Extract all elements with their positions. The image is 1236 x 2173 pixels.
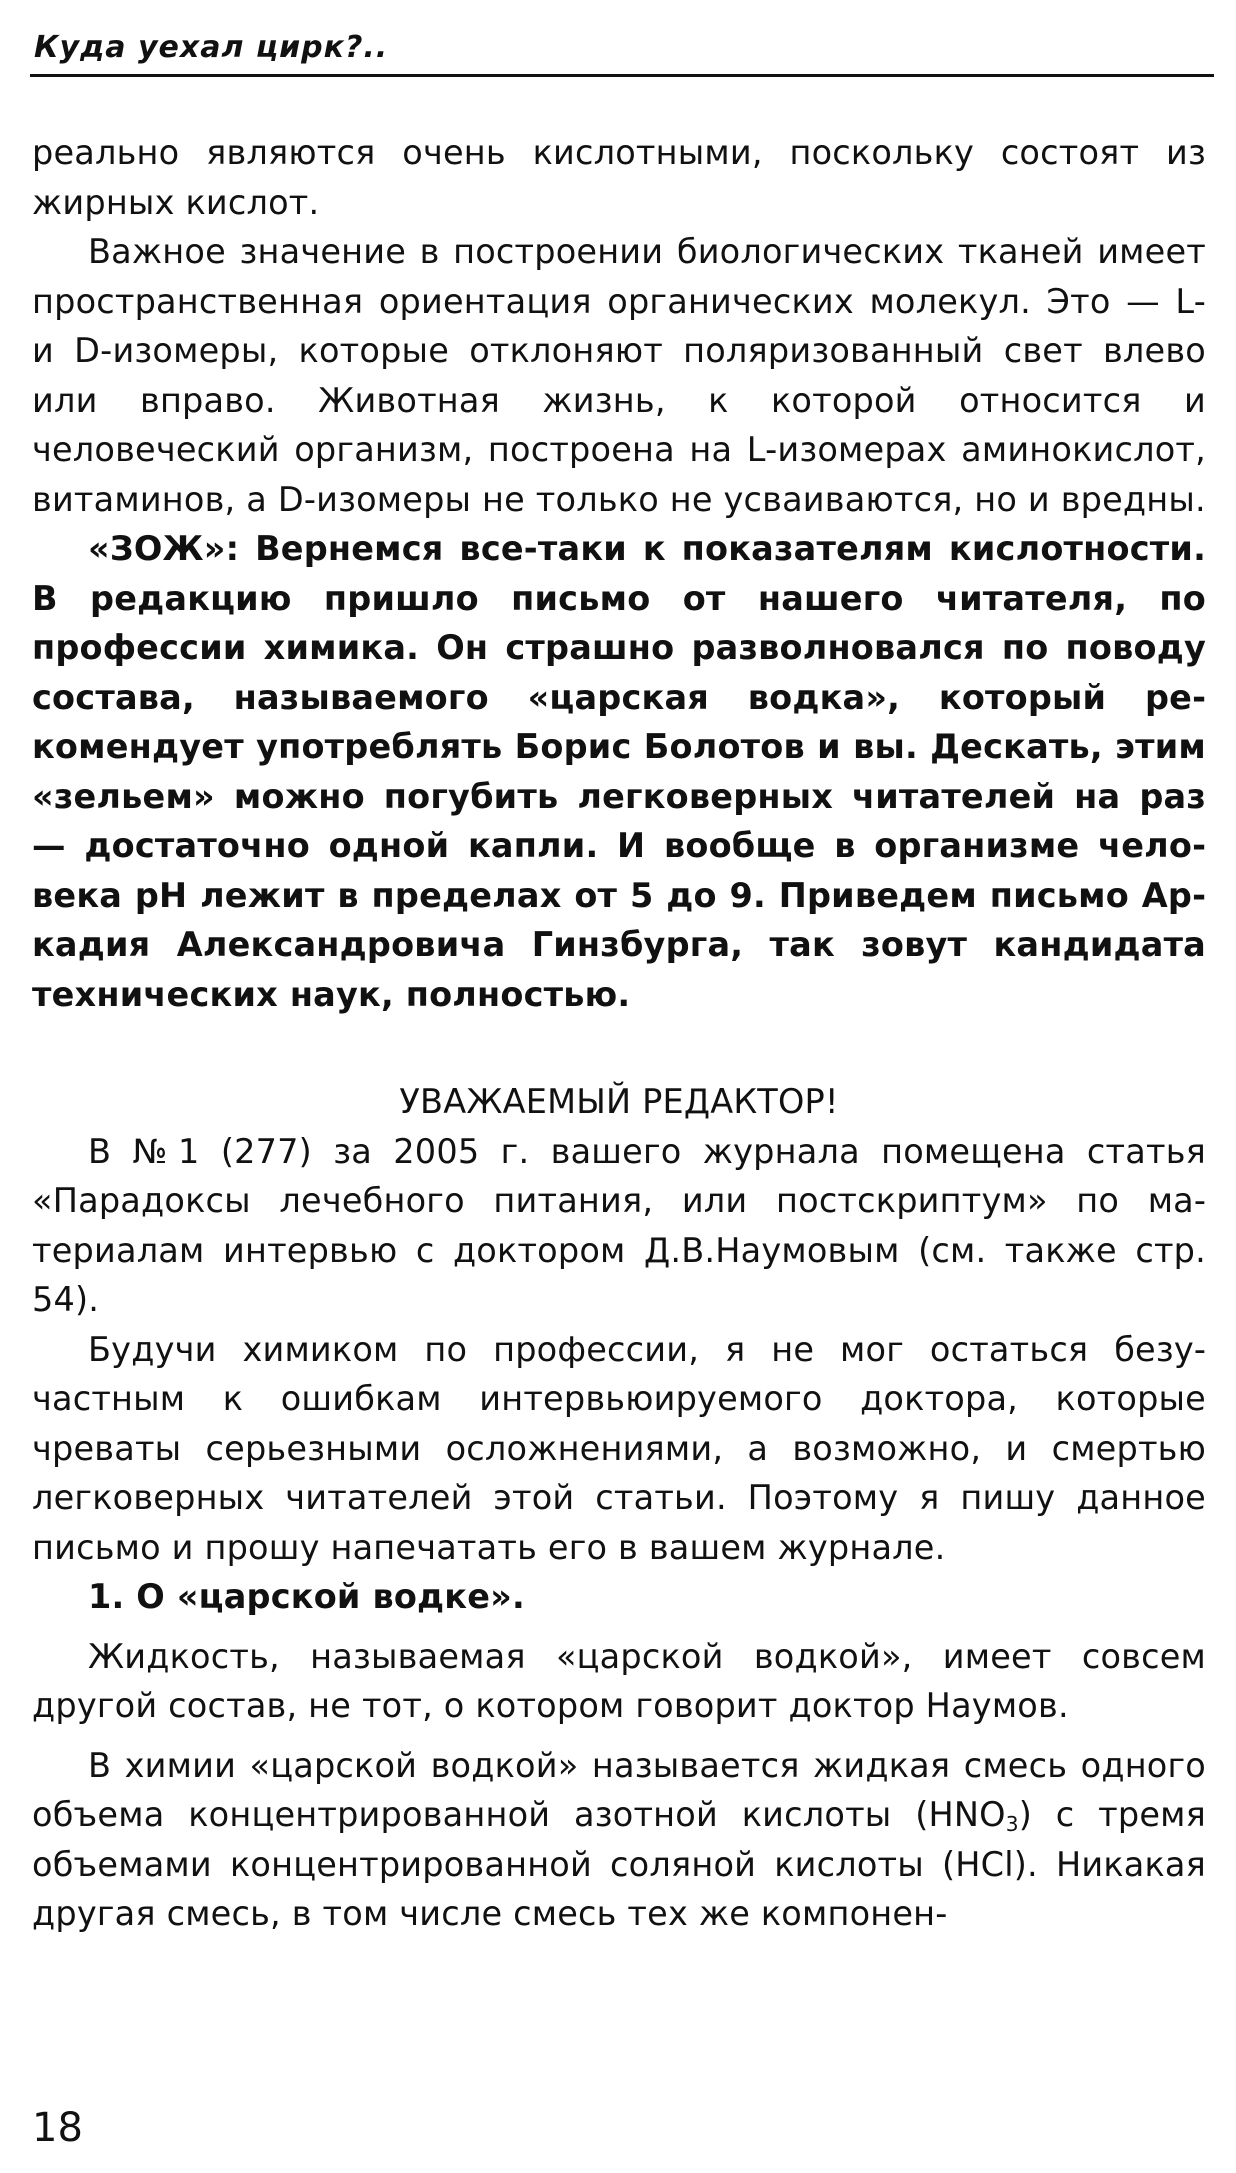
paragraph: Важное значение в построении биологических тканей имеет пространственная ориентация органических молекул. Это — L- и D-изомеры, которые отклоняют поляризованный свет влево или вправо. Животная жизнь, к которой относится и человеческий организм, построена на L-изомерах аминокислот, витаминов, а D-изомеры не только не усваиваются, но и вредны.	[32, 232, 1206, 519]
page-number: 18	[32, 2105, 83, 2151]
text-segment: В химии «царской водкой» называется жидкая смесь одного объема концентрированной азотной кислоты (HNO	[32, 1745, 1206, 1834]
paragraph	[32, 1741, 1206, 1939]
text-segment: ) с тремя объемами концентрированной соляной кислоты (HCl). Никакая другая смесь, в том числе смесь тех же компонен-	[32, 1795, 1206, 1933]
paragraph: В №1 (277) за 2005 г. вашего журнала помещена статья «Парадоксы лечебного питания, или постскриптум» по материалам интервью с доктором Д.В.Наумовым (см. также стр. 54).	[32, 1131, 1206, 1319]
editorial-paragraph: «ЗОЖ»: Вернемся все-таки к показателям кислотности. В редакцию пришло письмо от нашего читателя, по профессии химика. Он страшно разволновался по поводу состава, называемого «царская водка», который рекомендует употреблять Борис Болотов и вы. Дескать, этим «зельем» можно погубить легковерных читателей на раз — достаточно одной капли. И вообще в организме человека pH лежит в пределах от 5 до 9. Приведем письмо Аркадия Александровича Гинзбурга, так зовут кандидата технических наук, полностью.	[32, 529, 1206, 1014]
header-rule	[30, 74, 1214, 77]
paragraph: реально являются очень кислотными, поскольку состоят из жирных кислот.	[32, 133, 1206, 222]
letter-salutation: УВАЖАЕМЫЙ РЕДАКТОР!	[399, 1082, 839, 1121]
paragraph: Будучи химиком по профессии, я не мог остаться безучастным к ошибкам интервьюируемого доктора, которые чреваты серьезными осложнениями, а возможно, и смертью легковерных читателей этой статьи. Поэтому я пишу данное письмо и прошу напечатать его в вашем журнале.	[32, 1329, 1206, 1567]
subscript: 3	[1005, 1812, 1019, 1837]
paragraph: Жидкость, называемая «царской водкой», имеет совсем другой состав, не тот, о котором говорит доктор Наумов.	[32, 1636, 1206, 1725]
running-head: Куда уехал цирк?..	[34, 30, 389, 65]
section-heading: 1. О «царской водке».	[88, 1577, 525, 1616]
body-text	[32, 128, 1206, 1939]
